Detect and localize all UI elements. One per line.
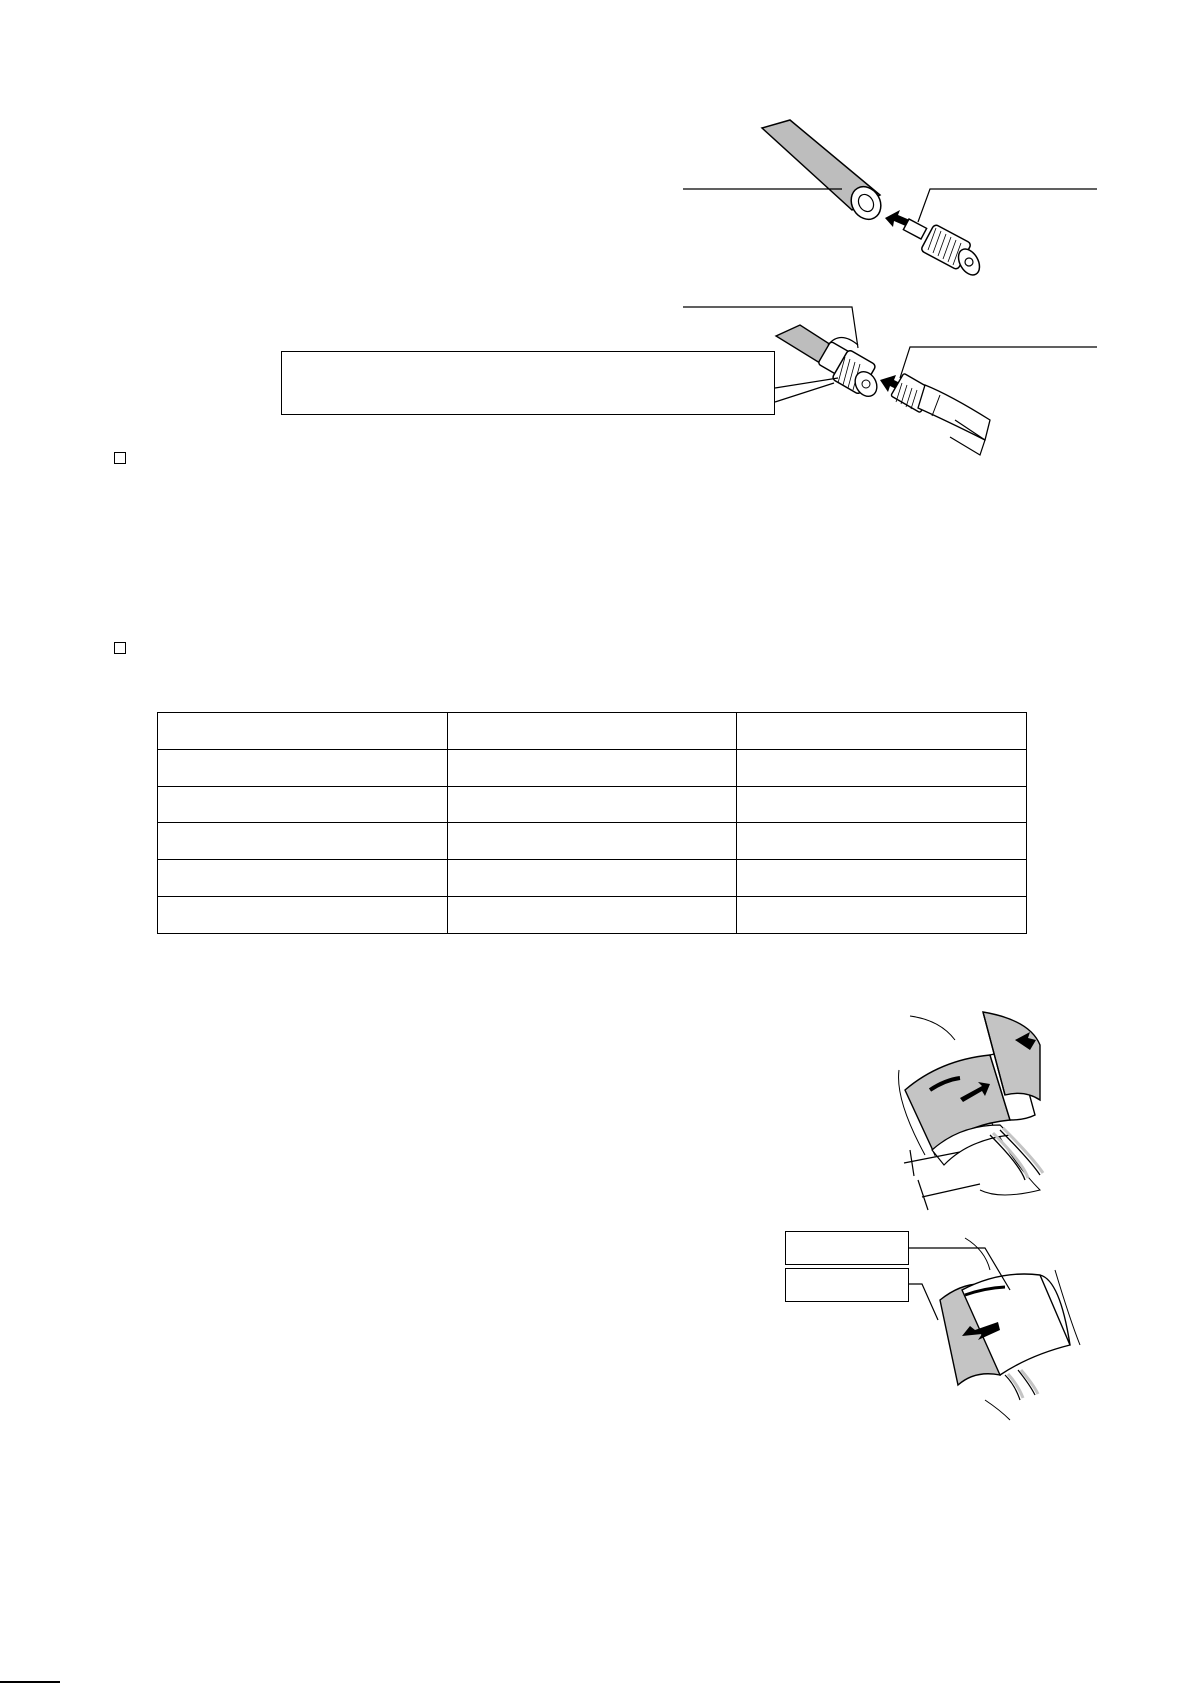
table-cell bbox=[158, 823, 448, 860]
table-row bbox=[158, 749, 1027, 786]
arm-icon bbox=[899, 1016, 1040, 1195]
table-row bbox=[158, 897, 1027, 934]
coupling-icon bbox=[776, 325, 881, 400]
insert-arrow-icon bbox=[880, 375, 906, 392]
table-cell bbox=[447, 860, 737, 897]
table-row bbox=[158, 823, 1027, 860]
table-cell bbox=[737, 897, 1027, 934]
table-cell bbox=[737, 713, 1027, 750]
cuff-label-2 bbox=[785, 1268, 909, 1302]
table-cell bbox=[447, 786, 737, 823]
table-cell bbox=[158, 749, 448, 786]
table-row bbox=[158, 786, 1027, 823]
table-cell bbox=[447, 823, 737, 860]
arm-icon bbox=[965, 1238, 1080, 1420]
table-cell bbox=[737, 786, 1027, 823]
table-row bbox=[158, 860, 1027, 897]
table-cell bbox=[737, 749, 1027, 786]
cuff-icon bbox=[940, 1274, 1070, 1385]
cuff-icon bbox=[905, 1012, 1040, 1165]
table-cell bbox=[158, 786, 448, 823]
page-edge-mark bbox=[0, 1681, 60, 1683]
table-cell bbox=[447, 749, 737, 786]
dimension-marker-icon bbox=[904, 1150, 980, 1210]
table-cell bbox=[158, 713, 448, 750]
table-cell bbox=[158, 860, 448, 897]
section-checkbox-2 bbox=[114, 642, 126, 654]
hose-end-icon bbox=[891, 373, 990, 455]
cuff-label-1 bbox=[785, 1231, 909, 1265]
callout-box bbox=[281, 351, 775, 415]
table-cell bbox=[447, 897, 737, 934]
spec-table bbox=[157, 712, 1027, 934]
connector-icon bbox=[903, 219, 983, 279]
insert-arrow-icon bbox=[885, 210, 912, 227]
table-row bbox=[158, 713, 1027, 750]
tube-icon bbox=[762, 120, 887, 225]
table-cell bbox=[447, 713, 737, 750]
table-cell bbox=[737, 823, 1027, 860]
table-cell bbox=[158, 897, 448, 934]
section-checkbox-1 bbox=[114, 452, 126, 464]
table-cell bbox=[737, 860, 1027, 897]
